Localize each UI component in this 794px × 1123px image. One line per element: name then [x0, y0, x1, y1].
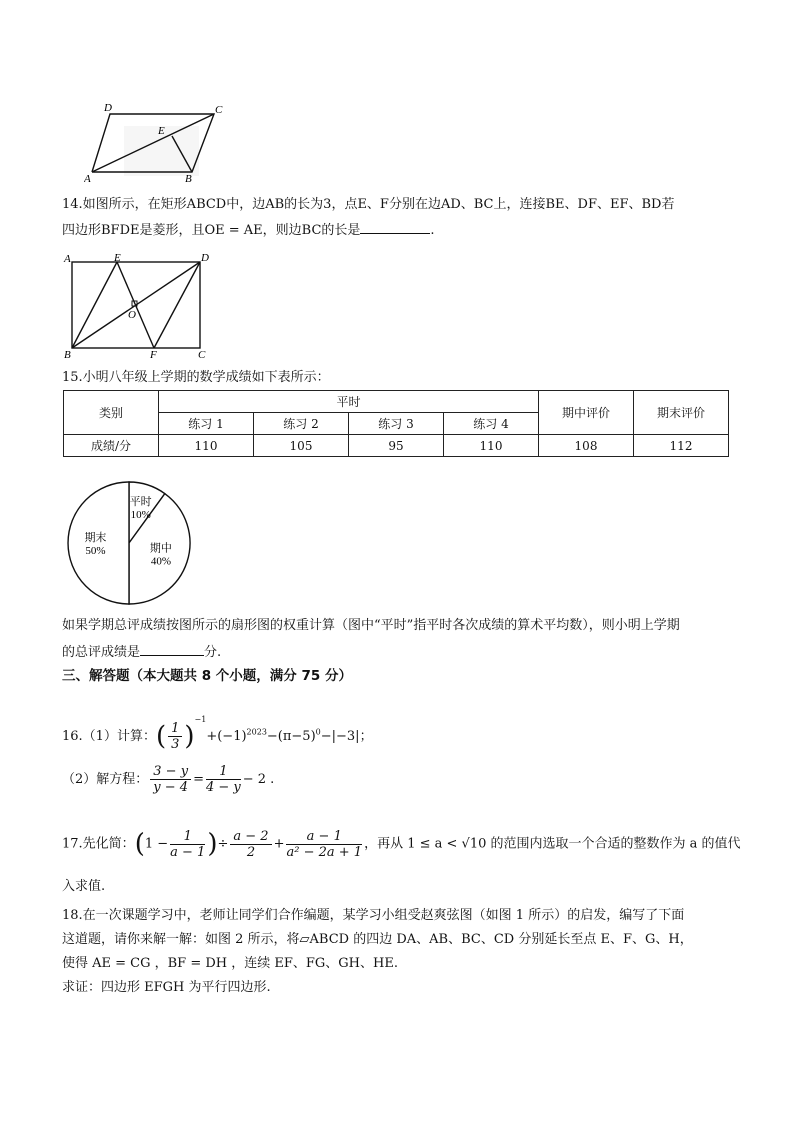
- label-C: C: [215, 104, 223, 116]
- rectangle-figure: [62, 252, 222, 362]
- paren: ): [184, 721, 195, 752]
- fraction: [170, 829, 205, 860]
- label-F: F: [150, 349, 157, 361]
- operator: +: [273, 836, 285, 852]
- numerator: 1: [206, 764, 241, 780]
- operator: ÷: [217, 836, 229, 852]
- label-E: E: [114, 252, 121, 264]
- header-regular: 平时: [159, 391, 539, 413]
- pie-label-0: 平时: [129, 496, 152, 509]
- header-exercise-2: 练习 2: [254, 413, 349, 435]
- equals: =: [193, 772, 204, 787]
- term: −(π−5): [266, 729, 316, 744]
- paren: ): [207, 829, 218, 859]
- q18-line2: 这道题，请你来解一解：如图 2 所示，将▱ABCD 的四边 DA、AB、BC、CD 分别延长至点 E、F、G、H，: [62, 932, 693, 947]
- q17-tail: ，再从 1 ≤ a < √10 的范围内选取一个合适的整数作为 a 的值代: [364, 836, 741, 852]
- label-D: D: [104, 102, 112, 114]
- q14-line1: 14.如图所示，在矩形ABCD中，边AB的长为3，点E、F分别在边AD、BC上，连接BE、DF、EF、BD若: [62, 197, 675, 212]
- term: +(−1): [206, 729, 247, 744]
- q16-part1-label: 16.（1）计算：: [62, 729, 156, 744]
- q16-part2-label: （2）解方程：: [62, 772, 149, 787]
- q15-answer-blank: [140, 643, 204, 656]
- q16-part1: [62, 702, 373, 755]
- q17-label: 17.先化简：: [62, 836, 135, 852]
- exponent: 0: [315, 727, 321, 737]
- denominator: 2: [246, 844, 256, 860]
- term: 1 −: [144, 836, 169, 852]
- parallelogram-figure: [84, 100, 244, 190]
- score-cell: 112: [634, 435, 729, 457]
- numerator: a − 2: [230, 829, 271, 845]
- fraction: [168, 721, 182, 752]
- score-cell: 110: [444, 435, 539, 457]
- q18-line3: 使得 AE = CG ，BF = DH ，连续 EF、FG、GH、HE.: [62, 956, 398, 971]
- score-cell: 110: [159, 435, 254, 457]
- pie-percent-0: 10%: [130, 509, 151, 522]
- score-cell: 95: [349, 435, 444, 457]
- header-exercise-1: 练习 1: [159, 413, 254, 435]
- score-table: [63, 390, 729, 457]
- q18-line4: 求证：四边形 EFGH 为平行四边形.: [62, 980, 271, 995]
- paren: (: [134, 829, 145, 859]
- numerator: 1: [168, 721, 182, 737]
- label-O: O: [128, 309, 136, 321]
- denominator: y − 4: [153, 780, 189, 795]
- pie-percent-1: 40%: [150, 555, 171, 568]
- label-B: B: [185, 173, 192, 185]
- fraction: [286, 829, 362, 860]
- label-B: B: [64, 349, 71, 361]
- numerator: a − 1: [286, 829, 362, 845]
- denominator: a − 1: [170, 844, 206, 860]
- q15-question-unit: 分.: [204, 645, 222, 660]
- header-final: 期末评价: [634, 391, 729, 435]
- paren: (: [155, 721, 167, 752]
- q14-line2-end: .: [430, 223, 435, 238]
- numerator: 3 − y: [150, 764, 191, 780]
- section-title: 三、解答题（本大题共 8 个小题，满分 75 分）: [62, 668, 352, 684]
- label-D: D: [201, 252, 209, 264]
- term: −|−3|；: [320, 729, 373, 744]
- q16-part2: [62, 762, 274, 798]
- label-E: E: [158, 125, 165, 137]
- header-midterm: 期中评价: [539, 391, 634, 435]
- denominator: a² − 2a + 1: [286, 844, 363, 860]
- score-cell: 105: [254, 435, 349, 457]
- q17-line1: [62, 826, 741, 863]
- q18-line1: 18.在一次课题学习中，老师让同学们合作编题，某学习小组受赵爽弦图（如图 1 所示）的启发，编写了下面: [62, 908, 685, 923]
- header-exercise-4: 练习 4: [444, 413, 539, 435]
- q14-line2: [62, 221, 435, 239]
- pie-label-1: 期中: [149, 542, 172, 555]
- header-exercise-3: 练习 3: [349, 413, 444, 435]
- exponent: −1: [194, 715, 207, 724]
- pie-label-2: 期末: [84, 532, 107, 544]
- q14-answer-blank: [360, 221, 430, 234]
- denominator: 3: [171, 737, 180, 752]
- term: − 2 .: [242, 772, 275, 787]
- weight-pie-chart: [64, 478, 194, 608]
- q15-question-text: 的总评成绩是: [62, 645, 141, 660]
- label-A: A: [64, 253, 71, 265]
- pie-percent-2: 50%: [85, 545, 106, 557]
- q14-line2-text: 四边形BFDE是菱形，且OE = AE，则边BC的长是: [62, 223, 361, 238]
- fraction: [206, 764, 241, 795]
- q17-line2: 入求值.: [62, 879, 106, 894]
- fraction: [150, 764, 191, 795]
- fraction: [230, 829, 271, 860]
- header-category: 类别: [64, 391, 159, 435]
- numerator: 1: [170, 829, 205, 845]
- q15-question-line2: [62, 643, 221, 661]
- denominator: 4 − y: [205, 780, 241, 795]
- label-C: C: [198, 349, 206, 361]
- score-cell: 108: [539, 435, 634, 457]
- row-label: 成绩/分: [64, 435, 159, 457]
- q15-question-line1: 如果学期总评成绩按图所示的扇形图的权重计算（图中“平时”指平时各次成绩的算术平均数），则小明上学期: [62, 618, 680, 633]
- label-A: A: [84, 173, 91, 185]
- q15-intro: 15.小明八年级上学期的数学成绩如下表所示：: [62, 370, 330, 385]
- exponent: 2023: [246, 727, 267, 737]
